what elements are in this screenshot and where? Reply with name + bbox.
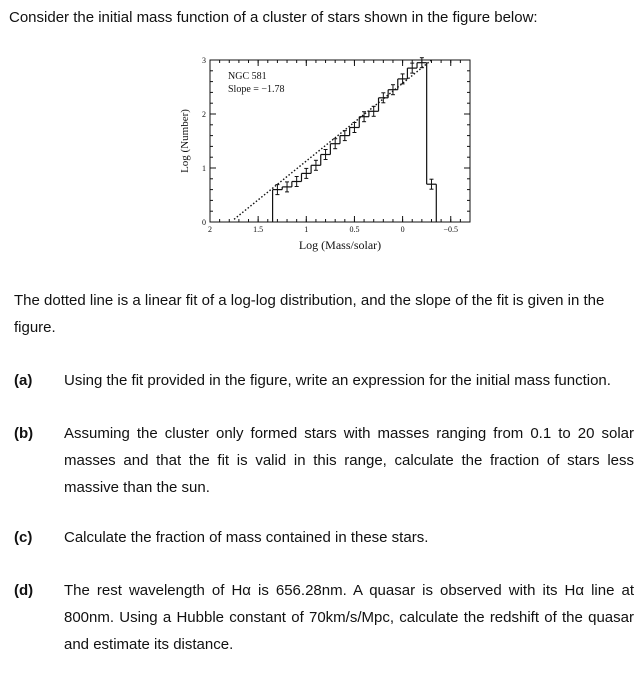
question-text: The rest wavelength of Hα is 656.28nm. A quasar is observed with its Hα line at 800nm. Using a Hubble constant of 70km/s/Mpc, calculate the redshift of the quasar and estimate its distance. xyxy=(64,582,634,653)
question-a xyxy=(14,367,634,394)
question-text: Using the fit provided in the figure, write an expression for the initial mass function. xyxy=(64,372,611,389)
question-c xyxy=(14,524,634,551)
x-axis-label: Log (Mass/solar) xyxy=(298,238,382,252)
question-label: (c) xyxy=(14,529,33,546)
x-tick-label: 1 xyxy=(304,225,309,234)
y-tick-label: 0 xyxy=(202,218,206,227)
x-tick-label: 1.5 xyxy=(253,225,264,234)
intro-text: Consider the initial mass function of a cluster of stars shown in the figure below: xyxy=(9,9,538,26)
question-text: Calculate the fraction of mass contained in these stars. xyxy=(64,529,429,546)
cluster-label: NGC 581 xyxy=(228,71,267,82)
y-axis-label: Log (Number) xyxy=(179,109,191,173)
question-text: Assuming the cluster only formed stars with masses ranging from 0.1 to 20 solar masses and that the fit is valid in this range, calculate the fraction of stars less massive than the sun. xyxy=(64,425,634,496)
x-tick-label: 0 xyxy=(400,225,405,234)
question-label: (b) xyxy=(14,425,34,442)
imf-figure xyxy=(170,52,490,257)
slope-label: Slope = −1.78 xyxy=(228,84,285,95)
x-tick-label: −0.5 xyxy=(443,225,458,234)
x-tick-label: 2 xyxy=(208,225,212,234)
x-tick-label: 0.5 xyxy=(349,225,360,234)
y-tick-label: 1 xyxy=(202,164,206,173)
question-d xyxy=(14,577,634,658)
question-label: (d) xyxy=(14,582,34,599)
question-b xyxy=(14,420,634,501)
y-tick-label: 2 xyxy=(202,110,206,119)
question-label: (a) xyxy=(14,372,33,389)
description-paragraph: The dotted line is a linear fit of a log-log distribution, and the slope of the fit is given in the figure. xyxy=(14,292,605,336)
imf-plot xyxy=(170,52,490,257)
y-tick-label: 3 xyxy=(202,56,206,65)
